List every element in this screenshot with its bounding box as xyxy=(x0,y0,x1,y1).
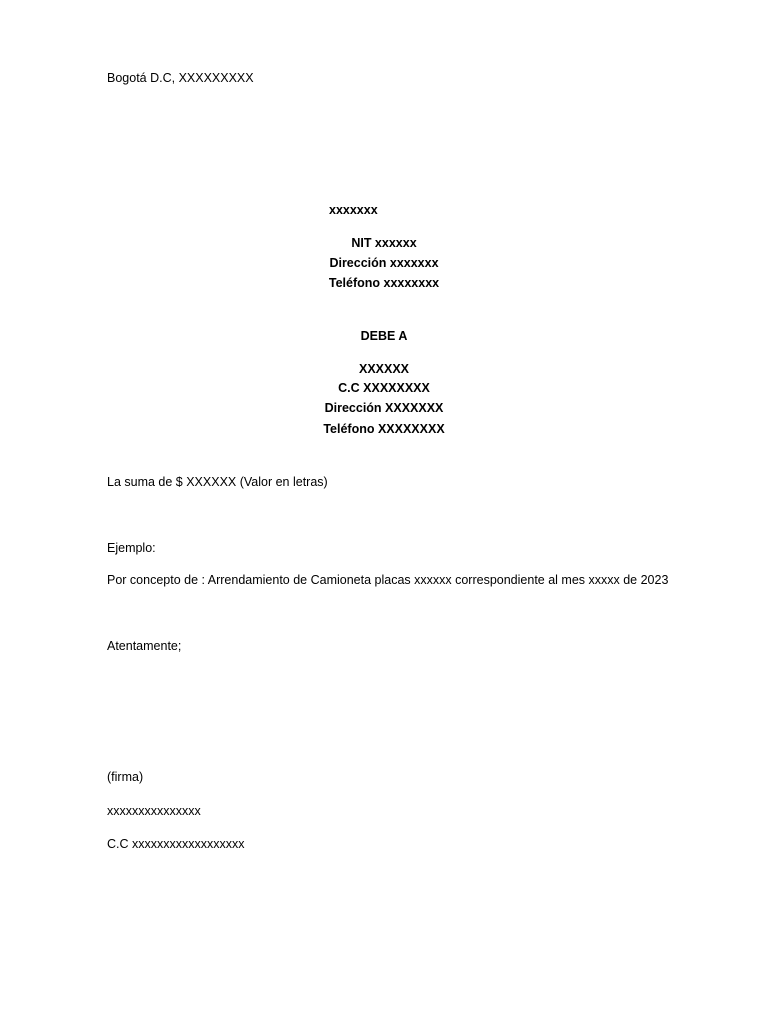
signer-id: C.C xxxxxxxxxxxxxxxxxx xyxy=(107,837,245,851)
place-date: Bogotá D.C, XXXXXXXXX xyxy=(107,71,254,85)
creditor-id: C.C XXXXXXXX xyxy=(338,381,430,395)
example-label: Ejemplo: xyxy=(107,541,156,555)
debtor-address: Dirección xxxxxxx xyxy=(329,256,439,270)
signer-name: xxxxxxxxxxxxxxx xyxy=(107,804,201,818)
amount-line: La suma de $ XXXXXX (Valor en letras) xyxy=(107,475,328,489)
debtor-phone: Teléfono xxxxxxxx xyxy=(328,276,440,290)
creditor-phone: Teléfono XXXXXXXX xyxy=(323,422,445,436)
owes-to-heading: DEBE A xyxy=(360,329,408,343)
creditor-address: Dirección XXXXXXX xyxy=(324,401,444,415)
debtor-nit: NIT xxxxxx xyxy=(351,236,417,250)
debtor-name: xxxxxxx xyxy=(329,203,378,217)
concept-line: Por concepto de : Arrendamiento de Camioneta placas xxxxxx correspondiente al mes xxxxx de 2023 xyxy=(107,573,669,587)
closing-line: Atentamente; xyxy=(107,639,182,653)
creditor-name: XXXXXX xyxy=(358,362,410,376)
signature-label: (firma) xyxy=(107,770,144,784)
